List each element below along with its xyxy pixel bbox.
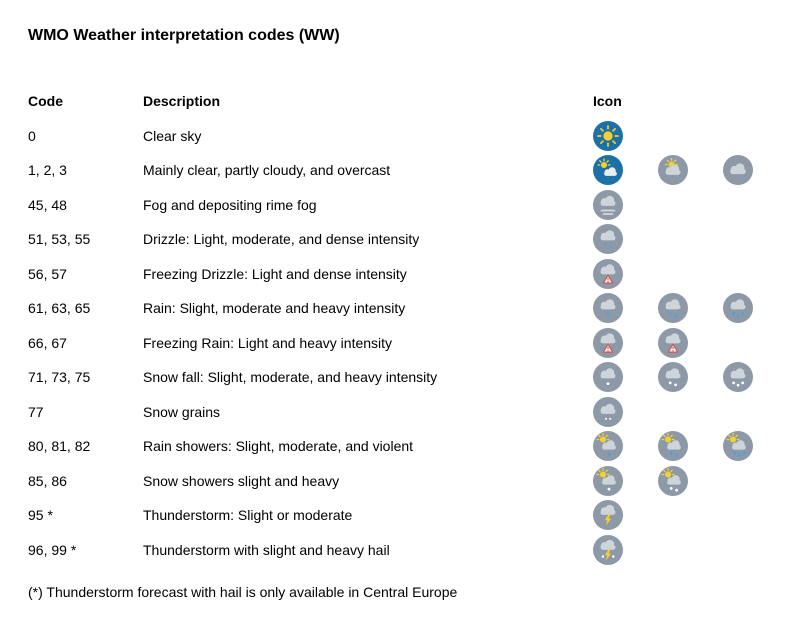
snow-shower-heavy-icon xyxy=(658,466,688,496)
icon-cell xyxy=(593,431,798,461)
code-cell: 77 xyxy=(28,403,44,420)
footnote: (*) Thunderstorm forecast with hail is only available in Central Europe xyxy=(28,584,458,600)
code-cell: 0 xyxy=(28,127,36,144)
table-row xyxy=(28,533,798,568)
rain-shower-violent-icon xyxy=(723,431,753,461)
table-body xyxy=(28,119,798,568)
description-cell: Snow fall: Slight, moderate, and heavy intensity xyxy=(143,369,438,386)
description-cell: Rain: Slight, moderate and heavy intensity xyxy=(143,300,406,317)
mainly-clear-icon xyxy=(593,155,623,185)
table-row xyxy=(28,360,798,395)
code-cell: 80, 81, 82 xyxy=(28,438,91,455)
rain-moderate-icon xyxy=(658,293,688,323)
rain-shower-moderate-icon xyxy=(658,431,688,461)
code-cell: 95 * xyxy=(28,507,53,524)
code-cell: 71, 73, 75 xyxy=(28,369,91,386)
code-cell: 56, 57 xyxy=(28,265,67,282)
table-row xyxy=(28,429,798,464)
fog-icon xyxy=(593,190,623,220)
header-code: Code xyxy=(28,93,63,110)
description-cell: Clear sky xyxy=(143,127,202,144)
table-row xyxy=(28,498,798,533)
description-cell: Rain showers: Slight, moderate, and violent xyxy=(143,438,414,455)
icon-cell xyxy=(593,293,798,323)
partly-cloudy-icon xyxy=(658,155,688,185)
snow-heavy-icon xyxy=(723,362,753,392)
weather-codes-table xyxy=(28,84,798,567)
icon-cell xyxy=(593,259,798,289)
icon-cell xyxy=(593,121,798,151)
table-header-row xyxy=(28,84,798,119)
header-icon: Icon xyxy=(593,93,622,110)
description-cell: Snow grains xyxy=(143,403,221,420)
description-cell: Snow showers slight and heavy xyxy=(143,472,340,489)
code-cell: 61, 63, 65 xyxy=(28,300,91,317)
code-cell: 66, 67 xyxy=(28,334,67,351)
clear-sky-icon xyxy=(593,121,623,151)
drizzle-icon xyxy=(593,224,623,254)
header-description: Description xyxy=(143,93,221,110)
icon-cell xyxy=(593,224,798,254)
description-cell: Mainly clear, partly cloudy, and overcast xyxy=(143,162,391,179)
icon-cell xyxy=(593,155,798,185)
code-cell: 96, 99 * xyxy=(28,541,77,558)
icon-cell xyxy=(593,500,798,530)
table-row xyxy=(28,188,798,223)
description-cell: Freezing Drizzle: Light and dense intensity xyxy=(143,265,407,282)
table-row xyxy=(28,222,798,257)
code-cell: 85, 86 xyxy=(28,472,67,489)
freezing-rain-heavy-icon xyxy=(658,328,688,358)
rain-slight-icon xyxy=(593,293,623,323)
code-cell: 51, 53, 55 xyxy=(28,231,91,248)
snow-grains-icon xyxy=(593,397,623,427)
thunderstorm-icon xyxy=(593,500,623,530)
snow-moderate-icon xyxy=(658,362,688,392)
icon-cell xyxy=(593,190,798,220)
icon-cell xyxy=(593,397,798,427)
snow-shower-slight-icon xyxy=(593,466,623,496)
description-cell: Freezing Rain: Light and heavy intensity xyxy=(143,334,393,351)
table-row xyxy=(28,326,798,361)
snow-slight-icon xyxy=(593,362,623,392)
code-cell: 1, 2, 3 xyxy=(28,162,67,179)
code-cell: 45, 48 xyxy=(28,196,67,213)
rain-shower-slight-icon xyxy=(593,431,623,461)
table-row xyxy=(28,153,798,188)
thunderstorm-hail-icon xyxy=(593,535,623,565)
rain-heavy-icon xyxy=(723,293,753,323)
table-row xyxy=(28,464,798,499)
icon-cell xyxy=(593,466,798,496)
freezing-drizzle-icon xyxy=(593,259,623,289)
freezing-rain-light-icon xyxy=(593,328,623,358)
icon-cell xyxy=(593,362,798,392)
table-row xyxy=(28,291,798,326)
overcast-icon xyxy=(723,155,753,185)
table-row xyxy=(28,395,798,430)
table-row xyxy=(28,119,798,154)
description-cell: Fog and depositing rime fog xyxy=(143,196,317,213)
description-cell: Drizzle: Light, moderate, and dense intensity xyxy=(143,231,420,248)
table-row xyxy=(28,257,798,292)
page-title: WMO Weather interpretation codes (WW) xyxy=(28,27,340,44)
icon-cell xyxy=(593,328,798,358)
icon-cell xyxy=(593,535,798,565)
description-cell: Thunderstorm: Slight or moderate xyxy=(143,507,353,524)
description-cell: Thunderstorm with slight and heavy hail xyxy=(143,541,390,558)
